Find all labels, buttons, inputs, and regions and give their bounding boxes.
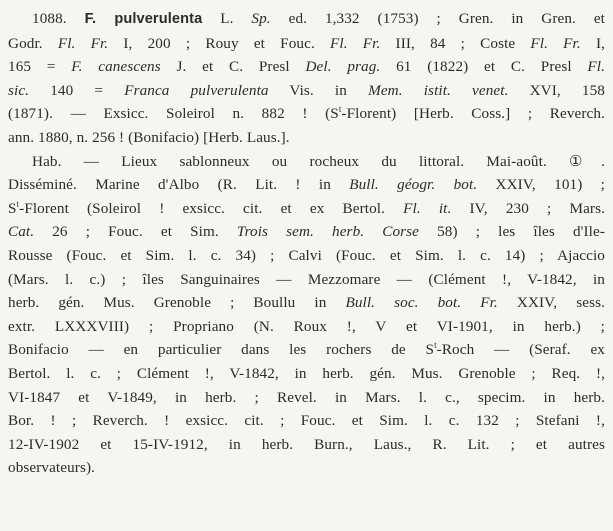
habitat-line (8, 338, 605, 362)
entry-line (8, 55, 605, 79)
species-name: F. pulverulenta (84, 11, 203, 27)
text-run: 26 ; Fouc. et Sim. (34, 223, 237, 241)
citation-title: Fl. it. (403, 199, 452, 217)
text-run: ed. 1,332 (1753) ; Gren. in Gren. et (270, 10, 605, 27)
entry-line (8, 102, 605, 126)
habitat-line (8, 150, 605, 174)
habitat-line (8, 173, 605, 197)
text-run: 12-IV-1902 et 15-IV-1912, in herb. Burn., Laus., R. Lit. ; et autres (8, 435, 605, 453)
habitat-line (8, 456, 605, 480)
habitat-line (8, 291, 605, 315)
citation-title: Fl. Fr. (530, 34, 581, 52)
habitat-line (8, 268, 605, 292)
text-run: t (338, 104, 342, 115)
citation-title: Mem. istit. venet. (368, 81, 509, 99)
citation-title: Cat. (8, 223, 35, 241)
text-run: Hab. — Lieux sablonneux ou rocheux du littoral. Mai-août. ①. (32, 152, 605, 170)
text-run: L. (202, 10, 252, 27)
entry-line (8, 32, 605, 56)
habitat-line (8, 433, 605, 457)
text-run: herb. gén. Mus. Grenoble ; Boullu in (8, 294, 346, 312)
text-run: I, 200 ; Rouy et Fouc. (108, 34, 331, 52)
text-run: (1871). — Exsicc. Soleirol n. 882 ! (S (8, 105, 339, 123)
text-run: ann. 1880, n. 256 ! (Bonifacio) [Herb. Laus.]. (8, 128, 290, 146)
text-run: VI-1847 et V-1849, in herb. ; Revel. in Mars. l. c., specim. in herb. (8, 388, 605, 406)
entry-line (8, 79, 605, 103)
entry-line (8, 7, 605, 32)
text-run: III, 84 ; Coste (380, 34, 531, 52)
citation-title: Bull. soc. bot. Fr. (345, 294, 498, 312)
habitat-line (8, 409, 605, 433)
text-run: S (8, 199, 17, 217)
citation-title: Fl. Fr. (57, 34, 109, 52)
text-run: 140 = (29, 81, 125, 99)
entry-line (8, 126, 605, 150)
citation-title: Trois sem. herb. Corse (236, 223, 420, 241)
text-run: 165 = (8, 58, 72, 76)
citation-title: sic. (8, 81, 30, 99)
habitat-line (8, 220, 605, 244)
text-run: Disséminé. Marine d'Albo (R. Lit. ! in (8, 176, 350, 194)
text-run: IV, 230 ; Mars. (451, 199, 605, 217)
document-page (8, 7, 605, 480)
text-run: Rousse (Fouc. et Sim. l. c. 34) ; Calvi (Fouc. et Sim. l. c. 14) ; Ajaccio (8, 246, 605, 264)
habitat-line (8, 244, 605, 268)
text-run: Bonifacio — en particulier dans les rochers de S (8, 341, 435, 359)
text-run: J. et C. Presl (160, 58, 306, 76)
text-run: 58) ; les îles d'Ile- (419, 223, 605, 241)
species-entry-paragraph (8, 7, 605, 150)
text-run: I, (580, 34, 605, 52)
text-run: (Mars. l. c.) ; îles Sanguinaires — Mezzomare — (Clément !, V-1842, in (8, 270, 605, 288)
citation-title: Fl. (587, 58, 605, 76)
citation-title: Sp. (251, 10, 271, 27)
habitat-line (8, 197, 605, 221)
text-run: extr. LXXXVIII) ; Propriano (N. Roux !, V et VI-1901, in herb.) ; (8, 317, 605, 335)
habitat-paragraph (8, 150, 605, 480)
text-run: -Florent) [Herb. Coss.] ; Reverch. (341, 105, 605, 123)
citation-title: Franca pulverulenta (124, 81, 269, 99)
citation-title: Fl. Fr. (330, 34, 381, 52)
text-run: Bertol. l. c. ; Clément !, V-1842, in herb. gén. Mus. Grenoble ; Req. !, (8, 364, 605, 382)
text-run: Godr. (8, 34, 58, 52)
text-run: XVI, 158 (508, 81, 605, 99)
text-run: observateurs). (8, 459, 96, 477)
text-run: t (434, 340, 437, 351)
text-run: -Roch — (Seraf. ex (436, 341, 605, 359)
text-run: t (16, 198, 20, 209)
habitat-line (8, 386, 605, 410)
text-run: 61 (1822) et C. Presl (380, 58, 588, 76)
citation-title: Del. prag. (305, 58, 381, 76)
text-run: Bor. ! ; Reverch. ! exsicc. cit. ; Fouc. et Sim. l. c. 132 ; Stefani !, (8, 412, 605, 430)
text-run: Vis. in (268, 81, 369, 99)
citation-title: Bull. géogr. bot. (349, 176, 478, 194)
citation-title: F. canescens (71, 58, 161, 76)
text-run: XXIV, sess. (497, 294, 605, 312)
habitat-line (8, 315, 605, 339)
text-run: -Florent (Soleirol ! exsicc. cit. et ex Bertol. (19, 199, 404, 217)
text-run: 1088. (32, 10, 85, 27)
habitat-line (8, 362, 605, 386)
text-run: XXIV, 101) ; (477, 176, 605, 194)
